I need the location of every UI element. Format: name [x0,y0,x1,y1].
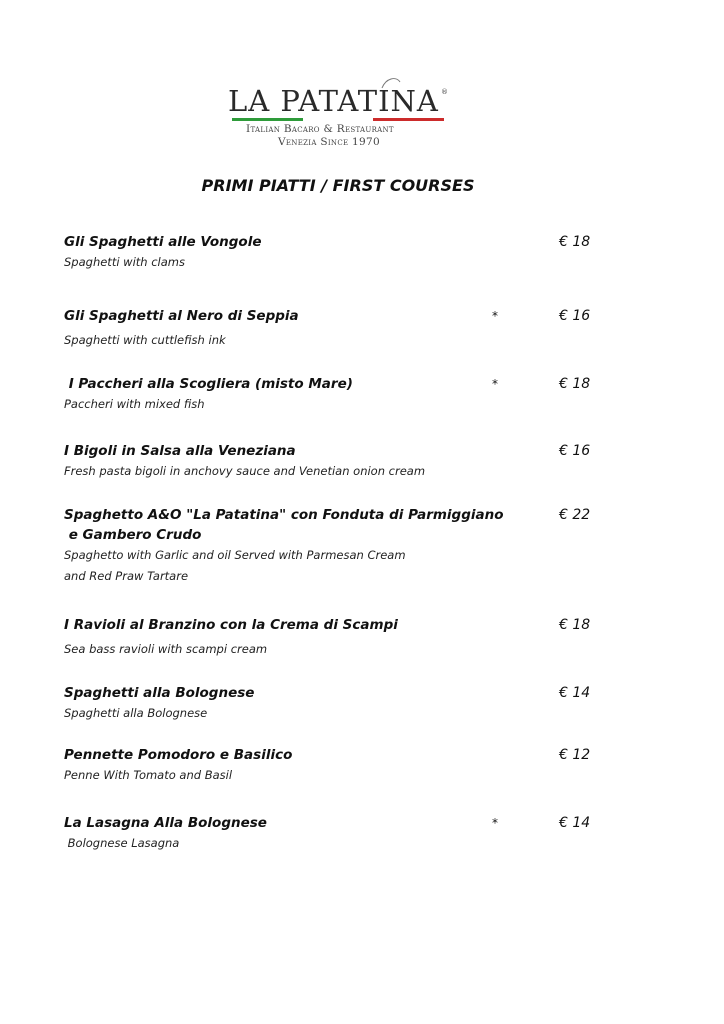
menu-item-name: I Ravioli al Branzino con la Crema di Scampi [64,617,398,633]
registered-mark: ® [441,88,448,96]
menu-item-name: Pennette Pomodoro e Basilico [64,747,293,763]
italian-flag-stripe [232,118,444,121]
menu-item-name: Gli Spaghetti alle Vongole [64,234,262,250]
menu-item-description: Bolognese Lasagna [64,836,180,850]
menu-item [64,745,604,786]
menu-item-price: € 12 [559,747,591,763]
menu-item [64,306,604,351]
menu-item-price: € 14 [559,815,591,831]
logo-tagline: Italian Bacaro & Restaurant [246,123,394,135]
menu-item-description: Paccheri with mixed fish [64,397,205,411]
menu-item-description: Fresh pasta bigoli in anchovy sauce and Venetian onion cream [64,464,426,478]
menu-item-name: La Lasagna Alla Bolognese [64,815,267,831]
menu-item-price: € 14 [559,685,591,701]
menu-item-price: € 18 [559,376,591,392]
menu-item-name-line2: e Gambero Crudo [64,527,202,543]
menu-item [64,232,604,273]
menu-item-star: * [492,309,498,323]
page-title: PRIMI PIATTI / FIRST COURSES [201,176,475,195]
menu-item-price: € 16 [559,308,591,324]
menu-item-description: Spaghetto with Garlic and oil Served with Parmesan Cream [64,548,406,562]
menu-item [64,813,604,854]
menu-item-name: I Paccheri alla Scogliera (misto Mare) [64,376,353,392]
menu-item-description: Spaghetti with clams [64,255,185,269]
menu-item-name: Spaghetti alla Bolognese [64,685,255,701]
menu-item [64,683,604,724]
menu-item [64,505,604,587]
menu-item-star: * [492,377,498,391]
menu-item [64,374,604,415]
menu-item-name: Spaghetto A&O "La Patatina" con Fonduta di Parmiggiano [64,507,504,523]
menu-item [64,441,604,482]
menu-item-price: € 18 [559,234,591,250]
menu-item-description-line2: and Red Praw Tartare [64,569,189,583]
menu-item-star: * [492,816,498,830]
menu-item-price: € 22 [559,507,591,523]
menu-item [64,615,604,660]
menu-item-description: Sea bass ravioli with scampi cream [64,642,268,656]
menu-item-description: Spaghetti with cuttlefish ink [64,333,226,347]
restaurant-logo [0,78,724,158]
menu-item-price: € 16 [559,443,591,459]
menu-item-price: € 18 [559,617,591,633]
menu-item-name: Gli Spaghetti al Nero di Seppia [64,308,299,324]
logo-since: Venezia Since 1970 [278,136,380,148]
logo-name: LA PATATINA [228,84,439,118]
menu-item-description: Spaghetti alla Bolognese [64,706,208,720]
menu-item-name: I Bigoli in Salsa alla Veneziana [64,443,296,459]
menu-item-description: Penne With Tomato and Basil [64,768,233,782]
